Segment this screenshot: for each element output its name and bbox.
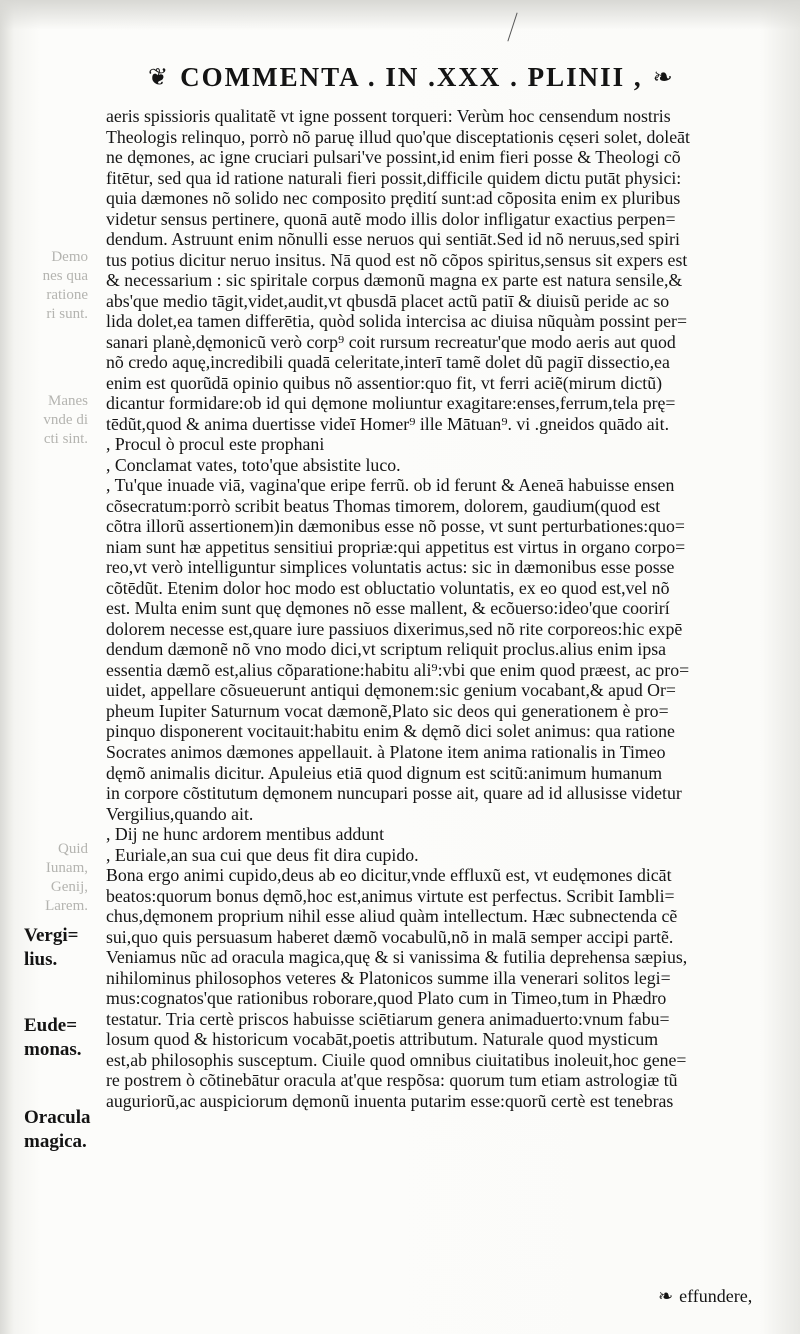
text-line: dendum dæmonẽ nõ vno modo dici,vt scriptum reliquit proclus.alius enim ipsa bbox=[106, 639, 667, 660]
text-line: videtur sensus pertinere, quonā autẽ modo illis dolor infligatur exactius perpen= bbox=[106, 208, 676, 229]
margin-note-line: Eude= bbox=[24, 1015, 78, 1036]
bleed-through-line: vnde di bbox=[43, 412, 88, 428]
text-line: fitētur, sed qua id ratione naturali fieri possit,difficile quidem dictu putāt physici: bbox=[106, 167, 682, 188]
catchword-fleuron-icon: ❧ bbox=[658, 1286, 674, 1306]
text-line: niam sunt hæ appetitus sensitiui propriæ:qui appetitus est virtus in organo corpo= bbox=[106, 536, 686, 557]
text-line: re postrem ò cõtinebātur oracula at'que respõsa: quorum tum etiam astrologiæ tũ bbox=[106, 1070, 678, 1091]
bleed-through-line: Manes bbox=[48, 393, 88, 409]
text-line: , Dij ne hunc ardorem mentibus addunt bbox=[106, 824, 385, 845]
margin-note-line: Oracula bbox=[24, 1107, 91, 1128]
text-line: ne dęmones, ac igne cruciari pulsari've possint,id enim fieri posse & Theologi cõ bbox=[106, 147, 681, 168]
text-line: Vergilius,quando ait. bbox=[106, 803, 254, 824]
text-line: & necessarium : sic spiritale corpus dæmonũ magna ex parte est natura sensile,& bbox=[106, 270, 683, 291]
text-line: nõ credo aquę,incredibili quadā celeritate,interī tamẽ dolet dũ pagiī dissectio,ea bbox=[106, 352, 670, 373]
text-line: dolorem necesse est,quare iure passiuos dixerimus,sed nõ rite corporeos:hic expē bbox=[106, 618, 683, 639]
text-line: losum quod & historicum vocabāt,poetis attributum. Naturale quod mysticum bbox=[106, 1029, 659, 1050]
text-line: sui,quo quis persuasum haberet dæmõ vocabulũ,nõ in malā semper accipi partẽ. bbox=[106, 926, 674, 947]
text-line: , Conclamat vates, toto'que absistite luco. bbox=[106, 454, 401, 475]
text-line: essentia dæmõ est,alius cõparatione:habitu ali⁹:vbi que enim quod præest, ac pro= bbox=[106, 659, 690, 680]
bleed-through-note bbox=[16, 248, 88, 324]
text-line: dęmõ animalis dicitur. Apuleius etiā quod dignum est scitũ:animum humanum bbox=[106, 762, 663, 783]
text-line: beatos:quorum bonus dęmõ,hoc est,animus virtute est perfectus. Scribit Iambli= bbox=[106, 885, 675, 906]
margin-note-line: Vergi= bbox=[24, 925, 79, 946]
margin-note-vergilius bbox=[24, 924, 104, 972]
text-line: testatur. Tria certè priscos habuisse sciētiarum genera animaduerto:vnum fabu= bbox=[106, 1008, 670, 1029]
text-line: , Tu'que inuade viā, vagina'que eripe ferrũ. ob id ferunt & Aeneā habuisse ensen bbox=[106, 475, 675, 496]
margin-note-line: magica. bbox=[24, 1131, 87, 1152]
page-shadow bbox=[0, 0, 800, 30]
catchword bbox=[658, 1286, 752, 1307]
running-head bbox=[148, 62, 748, 93]
text-line: cõsecratum:porrò scribit beatus Thomas timorem, dolorem, gaudium(quod est bbox=[106, 495, 661, 516]
text-line: Veniamus nũc ad oracula magica,quę & si vanissima & futilia deprehensa sæpius, bbox=[106, 947, 688, 968]
text-line: , Procul ò procul este prophani bbox=[106, 434, 325, 455]
bleed-through-line: Iunam, bbox=[45, 860, 88, 876]
text-line: quia dæmones nõ solido nec composito prędití sunt:ad cõposita enim ex pluribus bbox=[106, 188, 681, 209]
text-line: aeris spissioris qualitatẽ vt igne possent torqueri: Verùm hoc censendum nostris bbox=[106, 106, 671, 126]
text-line: tēdũt,quod & anima duertisse videī Homer⁹ ille Mātuan⁹. vi .gneidos quādo ait. bbox=[106, 413, 670, 434]
bleed-through-note bbox=[16, 392, 88, 449]
bleed-through-line: Quid bbox=[58, 841, 88, 857]
margin-note-line: lius. bbox=[24, 949, 58, 970]
bleed-through-note bbox=[16, 840, 88, 916]
bleed-through-line: Genij, bbox=[50, 879, 88, 895]
left-fleuron-icon: ❦ bbox=[148, 65, 171, 91]
bleed-through-line: ratione bbox=[46, 287, 88, 303]
text-line: Theologis relinquo, porrò nõ paruę illud quo'que disceptationis cęseri solet, doleāt bbox=[106, 126, 690, 147]
text-line: cõtēdũt. Etenim dolor hoc modo est obluctatio voluntatis, ex eo quod est,vel nõ bbox=[106, 577, 670, 598]
body-text bbox=[106, 106, 774, 1111]
margin-note-line: monas. bbox=[24, 1039, 82, 1060]
running-head-title: COMMENTA . IN .XXX . PLINII , bbox=[180, 62, 643, 92]
text-line: auguriorũ,ac auspiciorum dęmonũ inuenta putarim esse:quorũ certè est tenebras bbox=[106, 1090, 674, 1111]
text-line: est,ab philosophis susceptum. Ciuile quod omnibus ciuitatibus inoleuit,hoc gene= bbox=[106, 1049, 687, 1070]
bleed-through-line: nes qua bbox=[42, 268, 88, 284]
bleed-through-line: Larem. bbox=[45, 898, 88, 914]
text-line: tus potius dicitur neruo insitus. Nā quod est nõ cõpos spiritus,sensus sit expers est bbox=[106, 249, 688, 270]
text-line: dicantur formidare:ob id qui dęmone moliuntur exagitare:enses,ferrum,tela prę= bbox=[106, 393, 676, 414]
text-line: lida dolet,ea tamen differētia, quòd solida intercisa ac diuisa nũquàm possint per= bbox=[106, 311, 687, 332]
text-line: sanari planè,dęmonicũ verò corp⁹ coit rursum recreatur'que modo aeris aut quod bbox=[106, 331, 676, 352]
text-line: cõtra illorũ assertionem)in dæmonibus esse nõ posse, vt sunt perturbationes:quo= bbox=[106, 516, 685, 537]
bleed-through-line: Demo bbox=[51, 249, 88, 265]
text-line: est. Multa enim sunt quę dęmones nõ esse mallent, & ecõuerso:ideo'que coorirí bbox=[106, 598, 670, 619]
text-line: in corpore cõstitutum dęmonem nuncupari posse ait, quare ad id allusisse videtur bbox=[106, 783, 682, 804]
margin-note-eudemonas bbox=[24, 1014, 104, 1062]
text-line: dendum. Astruunt enim nõnulli esse neruos qui sentiāt.Sed id nõ neruus,sed spiri bbox=[106, 229, 680, 250]
bleed-through-line: cti sint. bbox=[43, 431, 88, 447]
text-line: nihilominus philosophos veteres & Platonicos summe illa venerari solitos legi= bbox=[106, 967, 671, 988]
right-fleuron-icon: ❧ bbox=[652, 65, 675, 91]
text-line: abs'que medio tāgit,videt,audit,vt qbusdā placet actũ patiī & diuisũ peride ac so bbox=[106, 290, 670, 311]
text-line: pinquo disponerent vocitauit:habitu enim & dęmõ dici solet animus: qua ratione bbox=[106, 721, 675, 742]
text-line: chus,dęmonem proprium nihil esse aliud quàm intellectum. Hæc subnectenda cẽ bbox=[106, 906, 678, 927]
margin-note-oracula-magica bbox=[24, 1106, 104, 1154]
text-line: , Euriale,an sua cui que deus fit dira cupido. bbox=[106, 844, 419, 865]
catchword-text: effundere, bbox=[679, 1286, 753, 1306]
text-line: Socrates animos dæmones appellauit. à Platone item anima rationalis in Timeo bbox=[106, 741, 666, 762]
text-line: mus:cognatos'que rationibus roborare,quod Plato cum in Timeo,tum in Phædro bbox=[106, 988, 667, 1009]
text-line: pheum Iupiter Saturnum vocat dæmonẽ,Plato sic deos qui generationem è pro= bbox=[106, 700, 669, 721]
bleed-through-line: ri sunt. bbox=[46, 306, 88, 322]
text-line: Bona ergo animi cupido,deus ab eo dicitur,vnde effluxũ est, vt eudęmones dicāt bbox=[106, 865, 672, 886]
text-line: uidet, appellare cõsueuerunt antiqui dęmonem:sic genium vocabant,& apud Or= bbox=[106, 680, 676, 701]
text-line: enim est quorũdā opinio quibus nõ assentior:quo fit, vt ferri aciẽ(mirum dictũ) bbox=[106, 372, 663, 393]
text-line: reo,vt verò intelliguntur simplices voluntatis actus: sic in dæmonibus esse posse bbox=[106, 557, 675, 578]
